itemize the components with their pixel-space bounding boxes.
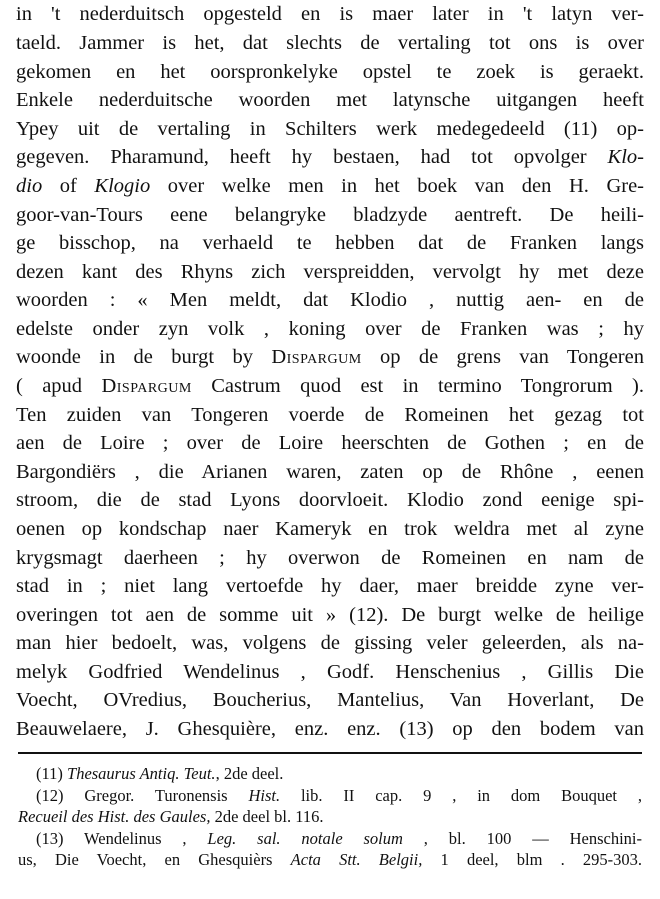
italic-name: Klogio [94,175,151,197]
footnote-line: (12) Gregor. Turonensis Hist. lib. II cap. 9 , in dom Bouquet , [36,786,642,805]
text-line: in 't nederduitsch opgesteld en is maer later in 't latyn ver- [16,3,644,25]
text-line: gekomen en het oorspronkelyke opstel te zoek is geraekt. [16,61,644,83]
text-line: woonde in de burgt by Dispargum op de grens van Tongeren [16,346,644,368]
text-line: taeld. Jammer is het, dat slechts de vertaling tot ons is over [16,32,644,54]
text-line: Ten zuiden van Tongeren voerde de Romeinen het gezag tot [16,404,644,426]
small-caps-name: Dispargum [101,375,192,397]
text-line: Bargondiërs , die Arianen waren, zaten op de Rhône , eenen [16,461,644,483]
text-line: man hier bedoelt, was, volgens de gissing veler geleerden, als na- [16,632,644,654]
text-line: edelste onder zyn volk , koning over de Franken was ; hy [16,318,644,340]
footnote-italic: Hist. [248,786,281,805]
text-line: goor-van-Tours eene belangryke bladzyde aentreft. De heili- [16,204,644,226]
text-line: krygsmagt daerheen ; hy overwon de Romeinen en nam de [16,547,644,569]
text-line: gegeven. Pharamund, heeft hy bestaen, had tot opvolger Klo- [16,146,644,168]
text-line: overingen tot aen de somme uit » (12). De burgt welke de heilige [16,604,644,626]
text-line: oenen op kondschap naer Kameryk en trok weldra met al zyne [16,518,644,540]
footnote-line: (13) Wendelinus , Leg. sal. notale solum , bl. 100 — Henschini- [36,829,643,848]
text-line: stroom, die de stad Lyons doorvloeit. Klodio zond eenige spi- [16,489,644,511]
text-line: melyk Godfried Wendelinus , Godf. Henschenius , Gillis Die [16,661,644,683]
text-line: Beauwelaere, J. Ghesquière, enz. enz. (13) op den bodem van [16,718,644,740]
text-line: Ypey uit de vertaling in Schilters werk medegedeeld (11) op- [16,118,644,140]
text-line: dezen kant des Rhyns zich verspreidden, vervolgt hy met deze [16,261,644,283]
footnote-italic: Thesaurus Antiq. Teut. [67,764,216,783]
text-line: Voecht, OVredius, Boucherius, Mantelius, Van Hoverlant, De [16,689,644,711]
footnote-line: Recueil des Hist. des Gaules, 2de deel bl. 116. [18,807,324,826]
text-line: woorden : « Men meldt, dat Klodio , nuttig aen- en de [16,289,644,311]
text-line: stad in ; niet lang vertoefde hy daer, maer breidde zyne ver- [16,575,644,597]
italic-name: dio [16,175,43,197]
footnote-italic: Recueil des Hist. des Gaules, [18,807,211,826]
footnote-divider [18,752,642,754]
text-line: ge bisschop, na verhaeld te hebben dat de Franken langs [16,232,644,254]
footnote-line: (11) Thesaurus Antiq. Teut., 2de deel. [36,764,284,783]
text-line: aen de Loire ; over de Loire heerschten de Gothen ; en de [16,432,644,454]
footnote-italic: Acta Stt. Belgii, [290,850,423,869]
small-caps-name: Dispargum [271,346,362,368]
text-line: dio of Klogio over welke men in het boek van den H. Gre- [16,175,644,197]
footnote-italic: Leg. sal. notale solum [207,829,403,848]
text-line: ( apud Dispargum Castrum quod est in termino Tongrorum ). [16,375,644,397]
italic-name: Klo- [607,146,644,168]
footnote-line: us, Die Voecht, en Ghesquièrs Acta Stt. Belgii, 1 deel, blm . 295-303. [18,850,642,869]
text-line: Enkele nederduitsche woorden met latynsche uitgangen heeft [16,89,644,111]
